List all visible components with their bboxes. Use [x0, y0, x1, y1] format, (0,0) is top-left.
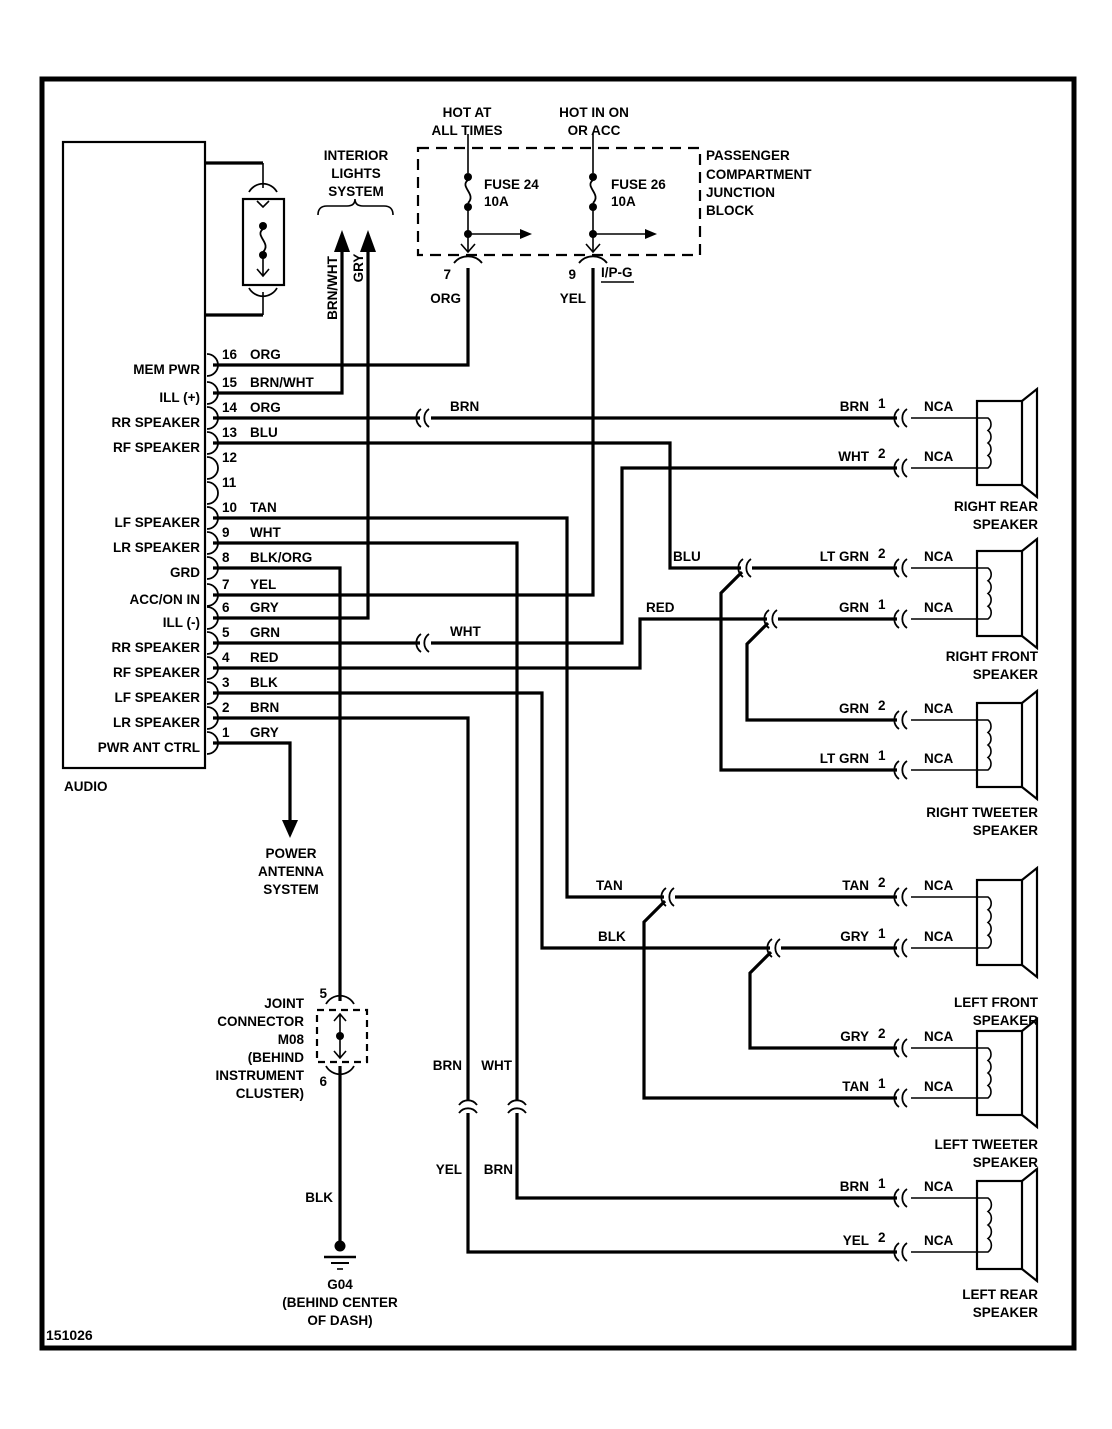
speaker-right-front [820, 539, 1039, 682]
speaker-name: SPEAKER [972, 1155, 1038, 1170]
hot-in-label: HOT IN ON [559, 105, 629, 120]
pin-color: RED [250, 650, 279, 665]
audio-label: AUDIO [64, 779, 108, 794]
speaker-icon [977, 703, 1022, 787]
vertical-wire-label: BRN [432, 1058, 462, 1073]
wire-label-tan: TAN [596, 878, 623, 893]
joint-label: M08 [277, 1032, 304, 1047]
power-antenna-label: ANTENNA [258, 864, 324, 879]
row-nca: NCA [924, 399, 954, 414]
pin-num: 8 [222, 550, 230, 565]
row-nca: NCA [924, 600, 954, 615]
row-color: BRN [839, 399, 869, 414]
row-pin: 1 [878, 396, 886, 411]
pin-color: YEL [250, 577, 277, 592]
pin-color: BRN [250, 700, 280, 715]
fuse-24-rating: 10A [484, 194, 509, 209]
fuse-26-rating: 10A [611, 194, 636, 209]
pin-signal: ILL (+) [159, 390, 200, 405]
power-antenna-label: POWER [265, 846, 317, 861]
pin-color: GRN [250, 625, 280, 640]
row-nca: NCA [924, 929, 954, 944]
ground-label: OF DASH) [307, 1313, 373, 1328]
ground-label: G04 [327, 1277, 353, 1292]
pin-num: 2 [222, 700, 230, 715]
row-pin: 2 [878, 1230, 886, 1245]
wire-label-yel: YEL [559, 291, 586, 306]
speaker-name: SPEAKER [972, 667, 1038, 682]
joint-connector-m08 [216, 986, 398, 1328]
row-pin: 1 [878, 1176, 886, 1191]
wire-label-gry: GRY [351, 253, 366, 283]
pin-signal: ILL (-) [162, 615, 200, 630]
exit-pin-7: 7 [443, 267, 451, 282]
row-pin: 1 [878, 748, 886, 763]
wire-label-wht: WHT [450, 624, 481, 639]
speaker-icon [977, 551, 1022, 636]
joint-label: INSTRUMENT [215, 1068, 304, 1083]
pin-num: 14 [222, 400, 238, 415]
speaker-name: SPEAKER [972, 1013, 1038, 1028]
row-color: TAN [842, 1079, 869, 1094]
row-pin: 2 [878, 698, 886, 713]
ground-label: (BEHIND CENTER [282, 1295, 398, 1310]
ground-icon [324, 1241, 356, 1270]
junction-block-label: PASSENGER [706, 148, 790, 163]
row-color: GRN [839, 600, 869, 615]
power-antenna-system [258, 820, 324, 897]
wire-pin3-blk-gry [213, 693, 897, 948]
pin-num: 10 [222, 500, 238, 515]
hot-in-label: OR ACC [567, 123, 621, 138]
up-arrow-icon [360, 230, 376, 252]
pin-num: 1 [222, 725, 230, 740]
joint-label: (BEHIND [247, 1050, 304, 1065]
vertical-wire-label: YEL [435, 1162, 462, 1177]
pin-num: 3 [222, 675, 230, 690]
speaker-icon [977, 1181, 1022, 1269]
row-nca: NCA [924, 549, 954, 564]
pin-signal: RF SPEAKER [112, 440, 200, 455]
row-color: BRN [839, 1179, 869, 1194]
row-nca: NCA [924, 1029, 954, 1044]
speaker-name: LEFT FRONT [954, 995, 1038, 1010]
speaker-name: RIGHT REAR [954, 499, 1038, 514]
row-color: WHT [838, 449, 869, 464]
pin-signal: ACC/ON IN [129, 592, 200, 607]
pin-signal: RR SPEAKER [111, 415, 200, 430]
speaker-cone-icon [1022, 389, 1037, 497]
pin-num: 16 [222, 347, 238, 362]
speaker-name: SPEAKER [972, 517, 1038, 532]
power-antenna-label: SYSTEM [263, 882, 319, 897]
speaker-name: SPEAKER [972, 1305, 1038, 1320]
audio-internal-fuse-icon [205, 163, 284, 315]
interior-lights-system [318, 148, 393, 320]
row-pin: 2 [878, 875, 886, 890]
speaker-left-rear [840, 1169, 1039, 1320]
row-nca: NCA [924, 1179, 954, 1194]
pin-signal: MEM PWR [133, 362, 200, 377]
pin-signal: LF SPEAKER [114, 690, 200, 705]
diagram-code: 151026 [46, 1327, 93, 1343]
interior-lights-label: INTERIOR [323, 148, 389, 163]
speaker-coil-icon [977, 897, 991, 948]
wire-label-blk-ground: BLK [305, 1190, 333, 1205]
pin-signal: RR SPEAKER [111, 640, 200, 655]
branch-grn-rt [747, 623, 897, 720]
wire-pin2-brn-yel-lr [213, 718, 897, 1252]
pin-num: 13 [222, 425, 238, 440]
wire-label-org: ORG [430, 291, 461, 306]
row-pin: 1 [878, 926, 886, 941]
row-color: TAN [842, 878, 869, 893]
junction-block-label: COMPARTMENT [706, 167, 812, 182]
row-color: YEL [842, 1233, 869, 1248]
row-color: GRY [840, 929, 869, 944]
exit-pin-9: 9 [568, 267, 576, 282]
row-nca: NCA [924, 751, 954, 766]
speaker-right-rear [838, 389, 1038, 532]
row-nca: NCA [924, 701, 954, 716]
pin-signal: GRD [170, 565, 200, 580]
row-nca: NCA [924, 449, 954, 464]
pin-color: GRY [250, 600, 279, 615]
fuse-26-icon [586, 134, 657, 252]
speaker-name: LEFT REAR [962, 1287, 1038, 1302]
row-color: LT GRN [819, 751, 869, 766]
joint-label: CLUSTER) [235, 1086, 304, 1101]
row-pin: 1 [878, 1076, 886, 1091]
speaker-name: LEFT TWEETER [934, 1137, 1038, 1152]
up-arrow-icon [334, 230, 350, 252]
wire-brnwht-pin15 [213, 250, 342, 393]
speaker-coil-icon [977, 1048, 991, 1098]
speaker-coil-icon [977, 1198, 991, 1252]
row-pin: 2 [878, 446, 886, 461]
diagram-border [42, 79, 1074, 1348]
row-color: GRN [839, 701, 869, 716]
wire-pin13-blu-ltgrn [213, 443, 897, 568]
speaker-left-tweeter [840, 1019, 1038, 1170]
row-color: GRY [840, 1029, 869, 1044]
branch-gry-lt [750, 952, 897, 1048]
junction-block [418, 105, 812, 306]
row-pin: 1 [878, 597, 886, 612]
pin-num: 4 [222, 650, 230, 665]
down-arrow-icon [282, 820, 298, 838]
pin-color: BLK/ORG [250, 550, 313, 565]
speaker-name: RIGHT TWEETER [926, 805, 1038, 820]
pin-color: TAN [250, 500, 277, 515]
junction-block-box [418, 148, 700, 255]
fuse-26-label: FUSE 26 [611, 177, 666, 192]
speaker-cone-icon [1022, 868, 1037, 977]
pin-color: ORG [250, 400, 281, 415]
wire-pin1-ant [213, 743, 290, 820]
pin-color: BLU [250, 425, 278, 440]
row-pin: 2 [878, 1026, 886, 1041]
pin-signal: LF SPEAKER [114, 515, 200, 530]
hot-at-label: ALL TIMES [431, 123, 503, 138]
row-pin: 2 [878, 546, 886, 561]
speaker-coil-icon [977, 568, 991, 619]
joint-pin-5: 5 [319, 986, 327, 1001]
joint-label: CONNECTOR [217, 1014, 304, 1029]
pin-color: ORG [250, 347, 281, 362]
speaker-cone-icon [1022, 1019, 1037, 1127]
nca-leads [911, 418, 977, 1252]
pin-color: BLK [250, 675, 278, 690]
junction-exit-connectors [454, 256, 607, 263]
wires [213, 250, 897, 1252]
row-nca: NCA [924, 1079, 954, 1094]
speaker-right-tweeter [820, 691, 1039, 838]
pin-signal: RF SPEAKER [112, 665, 200, 680]
pin-num: 6 [222, 600, 230, 615]
vertical-wire-label: WHT [481, 1058, 512, 1073]
wire-pin10-tan-lf [213, 518, 897, 897]
fuse-24-icon [461, 134, 532, 252]
pin-num: 7 [222, 577, 230, 592]
pin-color: GRY [250, 725, 279, 740]
pin-signal: LR SPEAKER [112, 715, 200, 730]
speaker-coil-icon [977, 720, 991, 770]
pin-num: 12 [222, 450, 238, 465]
brace [318, 199, 393, 215]
wire-label-brn: BRN [450, 399, 480, 414]
speaker-coil-icon [977, 418, 991, 468]
interior-lights-label: LIGHTS [331, 166, 381, 181]
joint-pin-6: 6 [319, 1074, 327, 1089]
pin-num: 11 [222, 475, 237, 490]
inline-connector-icons [416, 409, 907, 1261]
speaker-cone-icon [1022, 1169, 1037, 1281]
pin-num: 5 [222, 625, 230, 640]
joint-label: JOINT [264, 996, 304, 1011]
hot-at-label: HOT AT [442, 105, 492, 120]
vertical-wire-label: BRN [483, 1162, 513, 1177]
pin-num: 9 [222, 525, 230, 540]
speaker-cone-icon [1022, 539, 1037, 648]
pin-color: WHT [250, 525, 281, 540]
speaker-name: RIGHT FRONT [945, 649, 1038, 664]
pin-signal: PWR ANT CTRL [97, 740, 200, 755]
speaker-icon [977, 880, 1022, 965]
wire-label-brnwht: BRN/WHT [325, 256, 340, 320]
pin-num: 15 [222, 375, 238, 390]
row-nca: NCA [924, 1233, 954, 1248]
wire-label-blk: BLK [598, 929, 626, 944]
wire-label-blu: BLU [673, 549, 701, 564]
junction-block-label: BLOCK [706, 203, 754, 218]
pin-color: BRN/WHT [250, 375, 314, 390]
speaker-icon [977, 1031, 1022, 1115]
speaker-name: SPEAKER [972, 823, 1038, 838]
row-nca: NCA [924, 878, 954, 893]
speaker-cone-icon [1022, 691, 1037, 799]
wire-label-red: RED [646, 600, 675, 615]
fuse-24-label: FUSE 24 [484, 177, 539, 192]
speaker-icon [977, 401, 1022, 485]
junction-block-label: JUNCTION [706, 185, 776, 200]
interior-lights-label: SYSTEM [328, 184, 384, 199]
row-color: LT GRN [819, 549, 869, 564]
ipg-label: I/P-G [601, 265, 633, 280]
pin-signal: LR SPEAKER [112, 540, 200, 555]
